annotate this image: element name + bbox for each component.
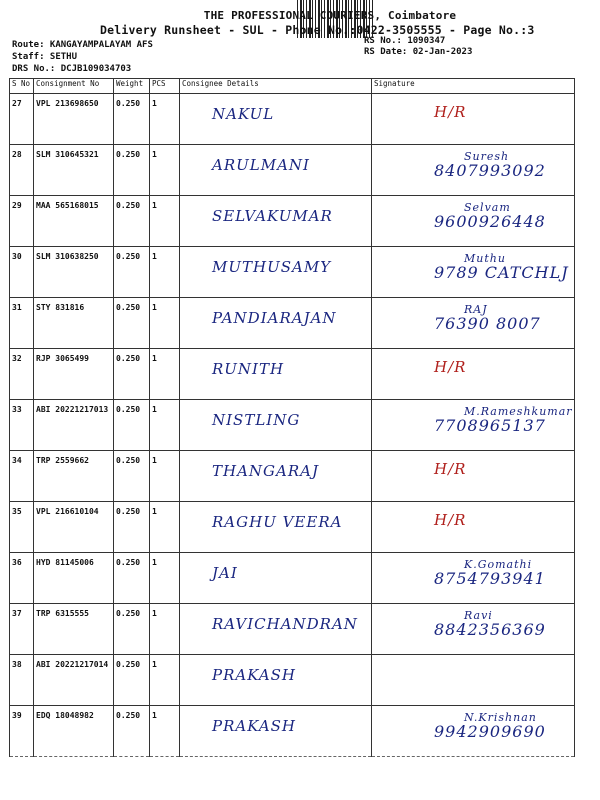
table-row [10,196,575,247]
row-consignee-cell [180,451,372,502]
table-row [10,502,575,553]
header-pcs: PCS [150,79,180,94]
signature-handwriting [374,711,572,739]
table-row [10,349,575,400]
drs-number: DRS No.: DCJB109034703 [12,64,132,74]
header-consignee: Consignee Details [180,79,372,94]
row-pcs: 1 [150,298,180,349]
signature-phone: 9789 CATCHLJ [434,263,569,282]
row-pcs: 1 [150,349,180,400]
row-pcs: 1 [150,145,180,196]
signature-name: RAJ [464,303,488,316]
consignee-handwriting: SELVAKUMAR [212,207,333,225]
row-consignment-no: HYD 81145006 [34,553,114,604]
row-sno: 38 [10,655,34,706]
signature-handwriting [374,99,572,119]
signature-name: H/R [434,511,467,529]
signature-name: H/R [434,103,467,121]
consignee-handwriting: NAKUL [212,105,275,123]
row-pcs: 1 [150,400,180,451]
row-consignee-cell [180,706,372,757]
row-signature-cell [372,502,575,553]
signature-handwriting [374,354,572,374]
row-consignee-cell [180,247,372,298]
row-signature-cell [372,655,575,706]
signature-name: Ravi [464,609,493,622]
runsheet-table [9,78,575,757]
row-consignee-cell [180,502,372,553]
consignee-handwriting: RAVICHANDRAN [212,615,358,633]
signature-name: Suresh [464,150,510,163]
table-row [10,604,575,655]
row-signature-cell [372,196,575,247]
row-sno: 34 [10,451,34,502]
signature-handwriting [374,201,572,229]
runsheet-title: Delivery Runsheet - SUL - Phone No.:0422-3505555 - Page No.:3 [100,23,535,37]
header-signature: Signature [372,79,575,94]
company-title: THE PROFESSIONAL COURIERS, Coimbatore [203,9,457,22]
row-pcs: 1 [150,502,180,553]
signature-handwriting [374,609,572,637]
row-signature-cell [372,145,575,196]
row-pcs: 1 [150,706,180,757]
table-row [10,655,575,706]
row-sno: 35 [10,502,34,553]
signature-phone: 8754793941 [434,569,546,588]
row-consignee-cell [180,604,372,655]
table-row [10,298,575,349]
row-consignment-no: VPL 216610104 [34,502,114,553]
row-signature-cell [372,706,575,757]
row-consignee-cell [180,655,372,706]
signature-name: Muthu [464,252,506,265]
signature-handwriting [374,405,572,433]
signature-handwriting [374,507,572,527]
row-consignee-cell [180,298,372,349]
row-sno: 37 [10,604,34,655]
signature-handwriting [374,456,572,476]
row-pcs: 1 [150,451,180,502]
row-sno: 28 [10,145,34,196]
table-row [10,145,575,196]
signature-name: H/R [434,460,467,478]
row-consignee-cell [180,349,372,400]
row-sno: 31 [10,298,34,349]
consignee-handwriting: ARULMANI [212,156,310,174]
table-header-row [10,79,575,94]
table-row [10,553,575,604]
consignee-handwriting: PRAKASH [212,666,297,684]
signature-phone: 9600926448 [434,212,546,231]
row-signature-cell [372,451,575,502]
signature-phone: 8407993092 [434,161,546,180]
row-consignment-no: MAA 565168015 [34,196,114,247]
row-weight: 0.250 [114,655,150,706]
row-weight: 0.250 [114,145,150,196]
row-consignment-no: RJP 3065499 [34,349,114,400]
row-pcs: 1 [150,196,180,247]
row-weight: 0.250 [114,706,150,757]
row-weight: 0.250 [114,400,150,451]
row-weight: 0.250 [114,349,150,400]
signature-handwriting [374,252,572,280]
row-sno: 30 [10,247,34,298]
consignee-handwriting: THANGARAJ [212,462,319,480]
table-row [10,94,575,145]
consignee-handwriting: RAGHU VEERA [212,513,343,531]
signature-phone: 9942909690 [434,722,546,741]
signature-name: Selvam [464,201,511,214]
row-signature-cell [372,94,575,145]
signature-name: M.Rameshkumar [464,405,573,418]
row-weight: 0.250 [114,502,150,553]
row-signature-cell [372,298,575,349]
staff-label: Staff: SETHU [12,52,78,62]
signature-handwriting [374,150,572,178]
rs-number: RS No.: 1090347 [364,36,446,46]
row-sno: 27 [10,94,34,145]
row-consignment-no: SLM 310645321 [34,145,114,196]
row-pcs: 1 [150,247,180,298]
row-consignee-cell [180,400,372,451]
row-sno: 39 [10,706,34,757]
header-weight: Weight [114,79,150,94]
row-pcs: 1 [150,655,180,706]
row-sno: 32 [10,349,34,400]
row-weight: 0.250 [114,553,150,604]
row-weight: 0.250 [114,604,150,655]
row-consignee-cell [180,553,372,604]
row-sno: 29 [10,196,34,247]
row-consignment-no: STY 831816 [34,298,114,349]
signature-name: N.Krishnan [464,711,537,724]
row-pcs: 1 [150,604,180,655]
row-signature-cell [372,553,575,604]
row-weight: 0.250 [114,196,150,247]
row-signature-cell [372,247,575,298]
row-consignee-cell [180,94,372,145]
row-consignment-no: SLM 310638250 [34,247,114,298]
row-weight: 0.250 [114,298,150,349]
table-row [10,451,575,502]
row-consignment-no: EDQ 18048982 [34,706,114,757]
table-row [10,706,575,757]
row-sno: 33 [10,400,34,451]
row-sno: 36 [10,553,34,604]
consignee-handwriting: RUNITH [212,360,285,378]
row-signature-cell [372,400,575,451]
header-sno: S No [10,79,34,94]
signature-name: K.Gomathi [464,558,533,571]
route-label: Route: KANGAYAMPALAYAM AFS [12,40,153,50]
signature-phone: 7708965137 [434,416,546,435]
consignee-handwriting: JAI [212,564,238,582]
row-weight: 0.250 [114,451,150,502]
row-consignee-cell [180,145,372,196]
row-weight: 0.250 [114,247,150,298]
consignee-handwriting: MUTHUSAMY [212,258,332,276]
consignee-handwriting: PANDIARAJAN [212,309,337,327]
table-row [10,247,575,298]
row-consignment-no: ABI 20221217014 [34,655,114,706]
signature-phone: 76390 8007 [434,314,541,333]
row-consignment-no: ABI 20221217013 [34,400,114,451]
header-consignment: Consignment No [34,79,114,94]
consignee-handwriting: NISTLING [212,411,301,429]
signature-handwriting [374,303,572,331]
row-consignment-no: TRP 6315555 [34,604,114,655]
row-consignment-no: VPL 213698650 [34,94,114,145]
row-consignment-no: TRP 2559662 [34,451,114,502]
row-signature-cell [372,349,575,400]
rs-date: RS Date: 02-Jan-2023 [364,47,473,57]
signature-phone: 8842356369 [434,620,546,639]
signature-handwriting [374,558,572,586]
consignee-handwriting: PRAKASH [212,717,297,735]
table-row [10,400,575,451]
row-pcs: 1 [150,553,180,604]
row-pcs: 1 [150,94,180,145]
row-consignee-cell [180,196,372,247]
row-weight: 0.250 [114,94,150,145]
signature-name: H/R [434,358,467,376]
row-signature-cell [372,604,575,655]
